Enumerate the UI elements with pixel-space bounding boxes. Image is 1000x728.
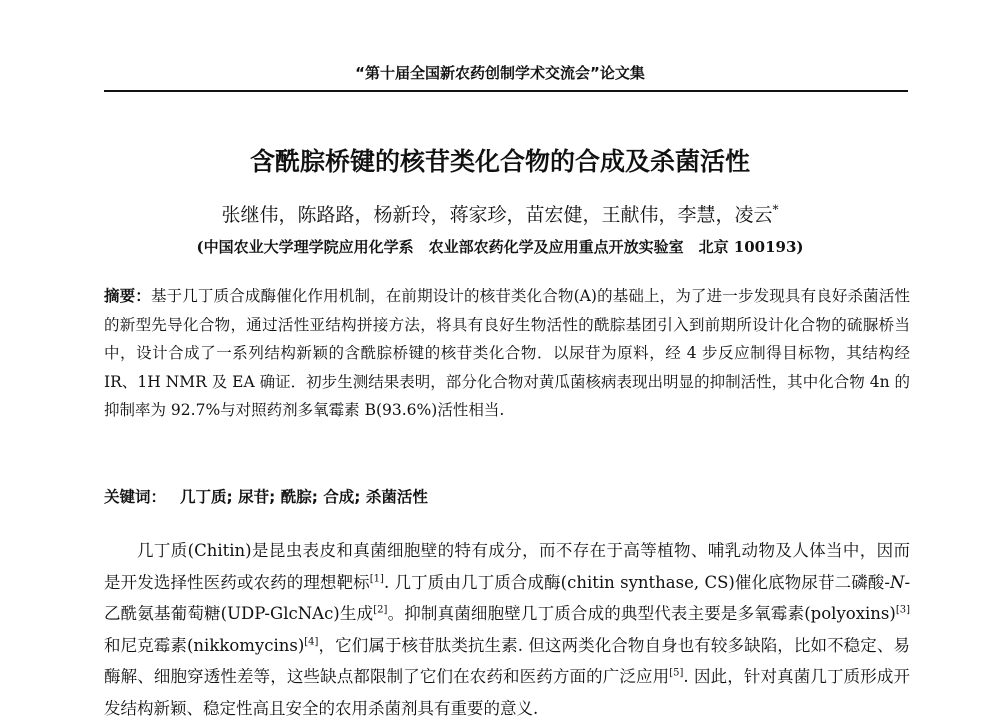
italic-n: N (890, 572, 905, 592)
body-sentence-1: 几丁质(Chitin)是昆虫表皮和真菌细胞壁的特有成分，而不存在于高等植物、哺乳动物及人体当中，因而是开发选择性医药或农药的理想靶标 (104, 541, 910, 592)
body-sentence-5: 和尼克霉素(nikkomycins) (104, 635, 305, 655)
body-sentence-4: 。抑制真菌细胞壁几丁质合成的典型代表主要是多氧霉素(polyoxins) (387, 604, 896, 623)
author-list (0, 200, 1000, 227)
body-sentence-6: ，它们属于核苷肽类抗生素. 但这两类化合物自身也有较多缺陷，比如不稳定、易酶解、细胞穿透性差等，这些缺点都限制了它们在农药和医药方面的广泛应用 (104, 635, 910, 686)
citation-4[interactable]: [4] (304, 636, 319, 647)
citation-1[interactable]: [1] (369, 573, 384, 584)
citation-2[interactable]: [2] (373, 604, 388, 616)
header-rule (104, 90, 908, 92)
body-sentence-2: . 几丁质由几丁质合成酶(chitin synthase, CS)催化底物尿苷二磷酸- (383, 572, 890, 592)
abstract (104, 282, 910, 425)
keywords (104, 485, 910, 507)
citation-5[interactable]: [5] (669, 667, 684, 679)
running-header: “第十届全国新农药创制学术交流会”论文集 (355, 64, 645, 82)
citation-3[interactable]: [3] (895, 604, 910, 616)
abstract-label: 摘要： (104, 286, 151, 305)
body-paragraph (104, 535, 910, 724)
body-sentence-3: -乙酰氨基葡萄糖(UDP-GlcNAc)生成 (104, 572, 911, 623)
body-sentence-7: . 因此，针对真菌几丁质形成开发结构新颖、稳定性高且安全的农用杀菌剂具有重要的意义. (104, 667, 910, 718)
abstract-text: 基于几丁质合成酶催化作用机制，在前期设计的核苷类化合物(A)的基础上，为了进一步发现具有良好杀菌活性的新型先导化合物，通过活性亚结构拼接方法，将具有良好生物活性的酰腙基团引入到前期所设计化合物的硫脲桥当中，设计合成了一系列结构新颖的含酰腙桥键的核苷类化合物．以尿苷为原料，经 4 步反应制得目标物，其结构经 IR、1H NMR 及 EA 确证．初步生测结果表明，部分化合物对黄瓜菌核病表现出明显的抑制活性，其中化合物 4n 的抑制率为 92.7%与对照药剂多氧霉素 B(93.6%)活性相当. (104, 287, 910, 419)
keywords-label: 关键词： (104, 488, 167, 506)
affiliation: (中国农业大学理学院应用化学系 农业部农药化学及应用重点开放实验室 北京 100193) (196, 238, 804, 256)
paper-title: 含酰腙桥键的核苷类化合物的合成及杀菌活性 (249, 147, 750, 176)
corresponding-author-mark: * (772, 202, 779, 217)
keywords-text: 几丁质; 尿苷; 酰腙; 合成; 杀菌活性 (180, 488, 428, 506)
authors-text: 张继伟，陈路路，杨新玲，蒋家珍，苗宏健，王献伟，李慧，凌云 (221, 204, 773, 226)
